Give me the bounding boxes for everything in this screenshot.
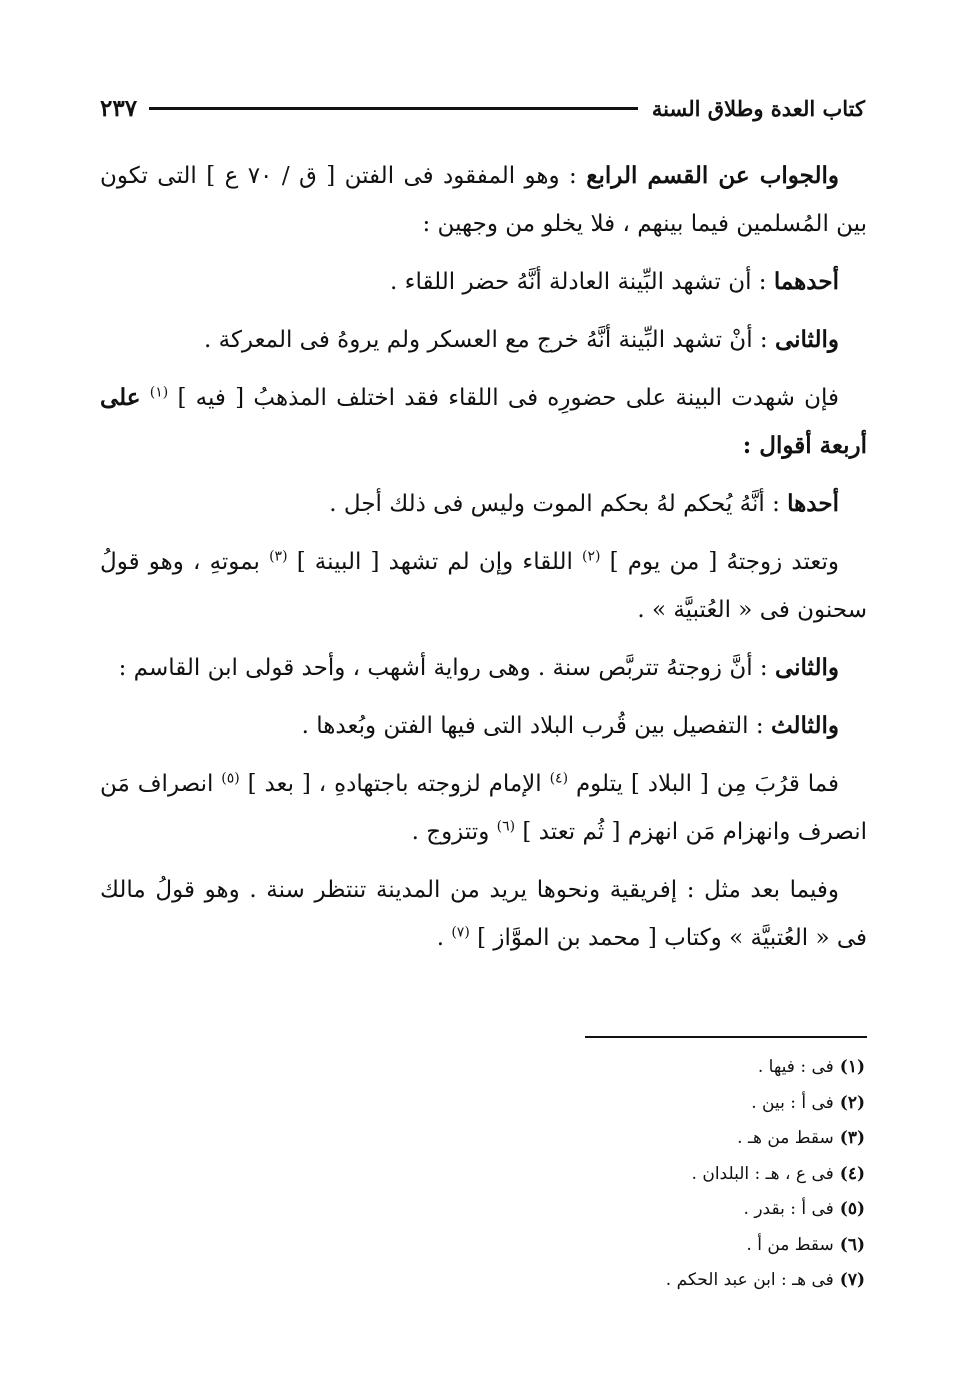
footnote-ref: (٣) xyxy=(269,548,288,565)
header-rule xyxy=(149,107,638,110)
footnote-item xyxy=(400,1157,865,1193)
paragraph-tail: انصراف مَن انصرف وانهزام مَن انهزم [ ثُم تعتد ] xyxy=(100,771,867,845)
paragraph-lead: والثالث xyxy=(770,712,839,739)
paragraph-9 xyxy=(100,760,867,856)
paragraph-text: : أن تشهد البِّينة العادلة أنَّهُ حضر اللقاء . xyxy=(390,269,767,295)
paragraph-text: : أنَّ زوجتهُ تتربَّص سنة . وهى رواية أشهب ، وأحد قولى ابن القاسم : xyxy=(118,655,768,681)
paragraph-tail: اللقاء وإن لم تشهد [ البينة ] xyxy=(296,549,573,575)
footnote-ref: (١) xyxy=(149,384,169,401)
footnote-text: سقط من هـ . xyxy=(737,1128,834,1148)
paragraph-7 xyxy=(100,644,867,692)
paragraph-text: فإن شهدت البينة على حضورِه فى اللقاء فقد اختلف المذهبُ [ فيه ] xyxy=(177,385,839,411)
paragraph-tail: بموتهِ ، وهو قولُ سحنون فى « العُتبيَّة » . xyxy=(100,549,867,623)
main-text xyxy=(100,152,867,972)
page-number: ٢٣٧ xyxy=(100,94,138,122)
footnote-ref: (٦) xyxy=(496,818,516,835)
paragraph-lead: والثانى xyxy=(774,654,839,681)
paragraph-lead: أحدهما xyxy=(773,268,839,295)
footnote-ref: (٥) xyxy=(221,770,240,787)
footnote-item xyxy=(400,1121,865,1157)
paragraph-tail: وتتزوج . xyxy=(411,819,490,845)
footnote-text: سقط من أ . xyxy=(746,1234,834,1255)
paragraph-10 xyxy=(100,866,867,962)
footnote-number: (٧) xyxy=(839,1270,865,1290)
footnote-text: فى ع ، هـ : البلدان . xyxy=(691,1163,834,1184)
footnote-number: (١) xyxy=(839,1057,865,1077)
footnote-ref: (٧) xyxy=(451,924,470,941)
paragraph-tail: على أربعة أقوال : xyxy=(100,384,867,459)
footnote-item xyxy=(400,1228,865,1264)
footnote-ref: (٤) xyxy=(549,770,569,787)
paragraph-tail: . xyxy=(436,925,445,951)
paragraph-lead: أحدها xyxy=(787,490,839,517)
footnote-text: فى أ : بقدر . xyxy=(743,1199,834,1219)
paragraph-text: : أنْ تشهد البِّينة أنَّهُ خرج مع العسكر ولم يروهُ فى المعركة . xyxy=(203,327,768,353)
footnote-number: (٢) xyxy=(839,1092,865,1113)
footnote-text: فى أ : بين . xyxy=(751,1092,834,1113)
paragraph-lead: والثانى xyxy=(774,326,839,353)
paragraph-6 xyxy=(100,538,867,634)
paragraph-text: وتعتد زوجتهُ [ من يوم ] xyxy=(609,549,840,575)
paragraph-8 xyxy=(100,702,867,750)
footnote-item xyxy=(400,1050,865,1086)
paragraph-5 xyxy=(100,480,867,528)
footnote-item xyxy=(400,1192,865,1228)
paragraph-text: فما قرُبَ مِن [ البلاد ] يتلوم xyxy=(575,771,840,797)
page-header xyxy=(100,88,865,128)
footnote-item xyxy=(400,1263,865,1299)
paragraph-text: : وهو المفقود فى الفتن [ ق / ٧٠ ع ] التى تكون بين المُسلمين فيما بينهم ، فلا يخلو من وجهين : xyxy=(100,163,867,237)
footnote-number: (٦) xyxy=(839,1234,865,1255)
paragraph-4 xyxy=(100,374,867,470)
paragraph-1 xyxy=(100,152,867,248)
footnote-separator xyxy=(585,1036,867,1038)
footnote-text: فى : فيها . xyxy=(757,1057,834,1077)
footnote-text: فى هـ : ابن عبد الحكم . xyxy=(665,1270,834,1290)
paragraph-3 xyxy=(100,316,867,364)
running-title: كتاب العدة وطلاق السنة xyxy=(651,95,865,121)
footnote-item xyxy=(400,1086,865,1122)
footnote-number: (٥) xyxy=(839,1199,865,1219)
paragraph-2 xyxy=(100,258,867,306)
footnotes xyxy=(400,1050,865,1299)
footnote-ref: (٢) xyxy=(582,548,601,565)
footnote-number: (٤) xyxy=(839,1163,865,1184)
paragraph-text: وفيما بعد مثل : إفريقية ونحوها يريد من المدينة تنتظر سنة . وهو قولُ مالك فى « العُتبيَّة » وكتاب [ محمد بن الموَّاز ] xyxy=(100,877,867,951)
paragraph-lead: والجواب عن القسم الرابع xyxy=(586,162,839,189)
footnote-number: (٣) xyxy=(839,1128,865,1148)
paragraph-text: : أنَّهُ يُحكم لهُ بحكم الموت وليس فى ذلك أجل . xyxy=(329,491,780,517)
paragraph-tail: الإمام لزوجته باجتهادهِ ، [ بعد ] xyxy=(247,771,542,797)
paragraph-text: : التفصيل بين قُرب البلاد التى فيها الفتن وبُعدها . xyxy=(301,713,764,739)
